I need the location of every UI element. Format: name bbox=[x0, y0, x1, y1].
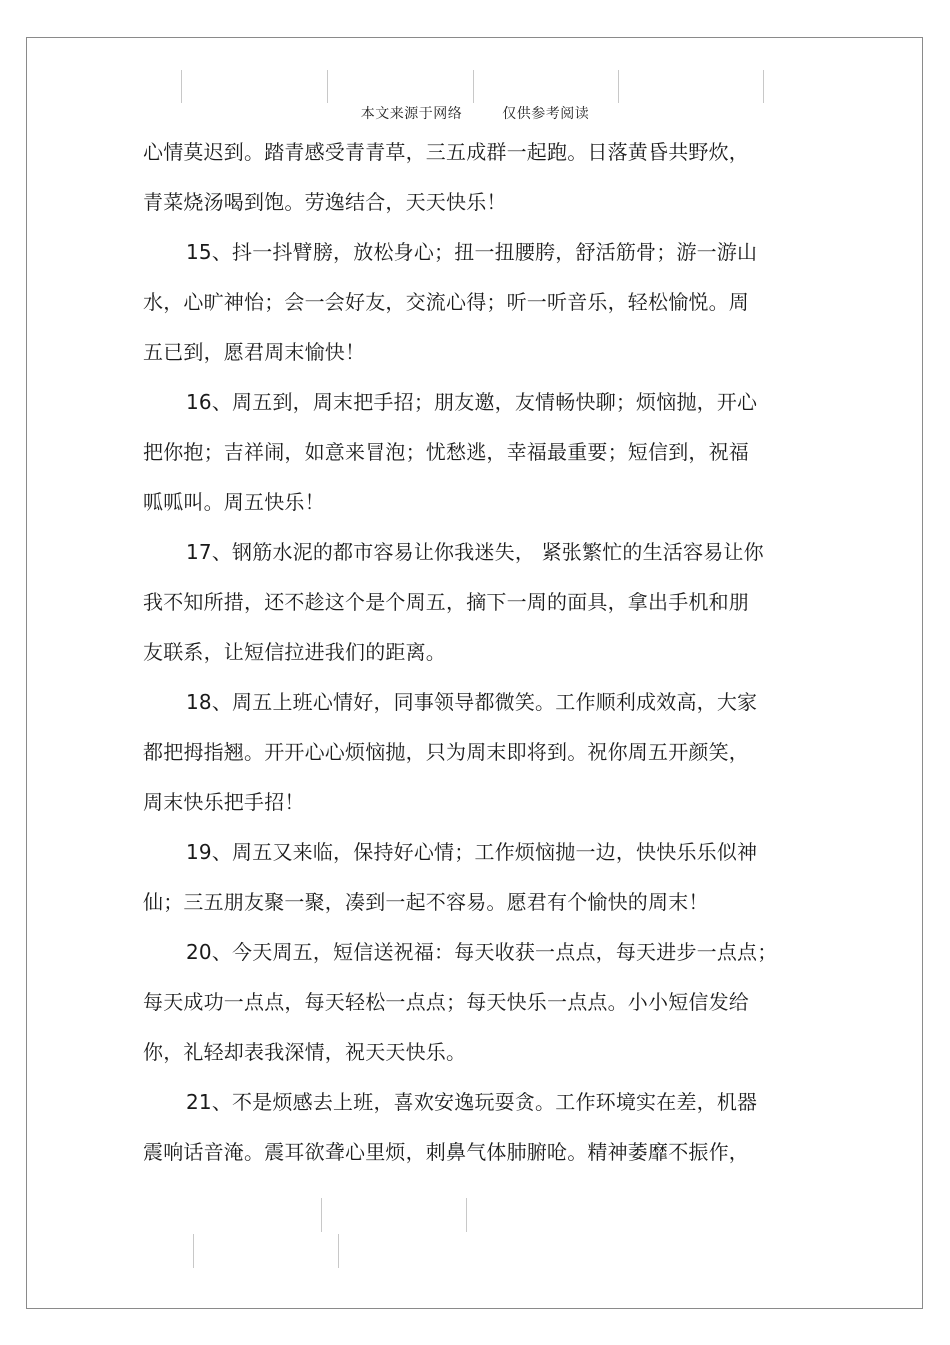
top-mark-5 bbox=[763, 70, 764, 103]
source-note: 本文来源于网络 bbox=[360, 106, 463, 122]
text-line: 心情莫迟到。踏青感受青青草，三五成群一起跑。日落黄昏共野炊， bbox=[143, 140, 749, 164]
text-line: 15、抖一抖臂膀，放松身心；扭一扭腰胯，舒活筋骨；游一游山 bbox=[186, 240, 758, 264]
text-line: 水，心旷神怡；会一会好友，交流心得；听一听音乐，轻松愉悦。周 bbox=[143, 290, 749, 314]
text-line: 21、不是烦感去上班，喜欢安逸玩耍贪。工作环境实在差，机器 bbox=[186, 1090, 758, 1114]
document-body bbox=[143, 127, 803, 1177]
text-line: 周末快乐把手招！ bbox=[143, 790, 305, 814]
text-line: 你，礼轻却表我深情，祝天天快乐。 bbox=[143, 1040, 467, 1064]
top-mark-4 bbox=[618, 70, 619, 103]
text-line: 18、周五上班心情好，同事领导都微笑。工作顺利成效高，大家 bbox=[186, 690, 758, 714]
text-line: 17、钢筋水泥的都市容易让你我迷失， 紧张繁忙的生活容易让你 bbox=[186, 540, 764, 564]
bottom-mark-4 bbox=[338, 1234, 339, 1268]
text-line: 20、今天周五，短信送祝福：每天收获一点点，每天进步一点点； bbox=[186, 940, 778, 964]
top-mark-3 bbox=[473, 70, 474, 103]
text-line: 16、周五到，周末把手招；朋友邀，友情畅快聊；烦恼抛，开心 bbox=[186, 390, 758, 414]
text-line: 每天成功一点点，每天轻松一点点；每天快乐一点点。小小短信发给 bbox=[143, 990, 749, 1014]
text-line: 19、周五又来临，保持好心情；工作烦恼抛一边，快快乐乐似神 bbox=[186, 840, 758, 864]
top-mark-1 bbox=[181, 70, 182, 103]
bottom-mark-3 bbox=[193, 1234, 194, 1268]
text-line: 呱呱叫。周五快乐！ bbox=[143, 490, 325, 514]
bottom-mark-2 bbox=[466, 1198, 467, 1232]
text-line: 友联系，让短信拉进我们的距离。 bbox=[143, 640, 446, 664]
text-line: 震响话音淹。震耳欲聋心里烦，刺鼻气体肺腑呛。精神萎靡不振作， bbox=[143, 1140, 749, 1164]
text-line: 都把拇指翘。开开心心烦恼抛，只为周末即将到。祝你周五开颜笑， bbox=[143, 740, 749, 764]
text-line: 把你抱；吉祥闹，如意来冒泡；忧愁逃，幸福最重要；短信到，祝福 bbox=[143, 440, 749, 464]
text-line: 我不知所措，还不趁这个是个周五，摘下一周的面具，拿出手机和朋 bbox=[143, 590, 749, 614]
header-note bbox=[0, 103, 950, 123]
bottom-mark-1 bbox=[321, 1198, 322, 1232]
text-line: 青菜烧汤喝到饱。劳逸结合，天天快乐！ bbox=[143, 190, 507, 214]
text-line: 仙；三五朋友聚一聚，凑到一起不容易。愿君有个愉快的周末！ bbox=[143, 890, 709, 914]
top-mark-2 bbox=[327, 70, 328, 103]
text-line: 五已到，愿君周末愉快！ bbox=[143, 340, 366, 364]
reference-note: 仅供参考阅读 bbox=[502, 106, 590, 122]
